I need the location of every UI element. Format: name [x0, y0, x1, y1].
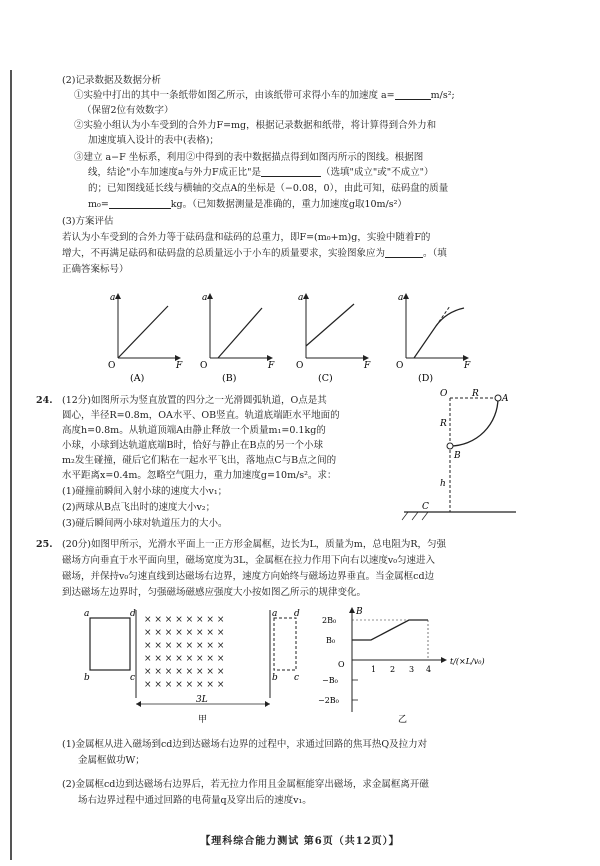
- section3-text-end: 。（填: [423, 248, 447, 259]
- item3-m0-label: m₀=: [88, 199, 109, 210]
- item3-line4: [88, 198, 407, 211]
- section3-text: 增大，不再满足砝码和砝码盘的总质量远小于小车的质量要求，实验图象应为: [62, 248, 386, 259]
- item1-text: ①实验中打出的其中一条纸带如图乙所示，由该纸带可求得小车的加速度 a=: [74, 90, 395, 101]
- svg-text:× × × × × × × ×: × × × × × × × ×: [144, 680, 225, 690]
- graph-c-x-label: F: [364, 361, 371, 371]
- q25-yi-b-curve: [352, 620, 428, 640]
- graph-c-y-label: a: [298, 293, 304, 303]
- svg-text:× × × × × × × ×: × × × × × × × ×: [144, 654, 225, 664]
- q24-line8: (2)两球从B点飞出时的速度大小v₂；: [62, 502, 216, 513]
- answer-blank-acceleration[interactable]: [395, 89, 431, 100]
- section2-heading: (2)记录数据及数据分析: [62, 75, 161, 86]
- graph-d-y-label: a: [398, 293, 404, 303]
- q24-label-o: O: [440, 389, 448, 399]
- page-left-border: [10, 70, 12, 860]
- q25-yi-x-tick-1: 1: [371, 665, 377, 674]
- item1-unit: m/s²;: [430, 90, 455, 101]
- q25-line4: 到达磁场左边界时，匀强磁场磁感应强度大小按如图乙所示的规律变化。: [62, 587, 367, 598]
- graph-b: [200, 293, 275, 384]
- graph-b-x-label: F: [268, 361, 275, 371]
- item2-line1: ②实验小组认为小车受到的合外力F=mg，根据记录数据和纸带，将计算得到合外力和: [74, 120, 437, 131]
- q25-figure-jia: [84, 604, 304, 728]
- item2-line2: 加速度填入设计的表中(表格)；: [88, 135, 219, 146]
- graph-c-line: [306, 304, 354, 346]
- q25-width-label: 3L: [196, 695, 208, 705]
- q25-yi-tick-b0: B₀: [326, 636, 336, 645]
- q25-metal-frame-left: [90, 618, 130, 670]
- graph-a-origin: O: [108, 361, 116, 371]
- q24-line7: (1)碰撞前瞬间入射小球的速度大小v₁；: [62, 486, 228, 497]
- q25-yi-x-tick-2: 2: [390, 665, 396, 674]
- graph-d-x-label: F: [464, 361, 471, 371]
- q25-yi-caption: 乙: [398, 715, 408, 725]
- q24-ball-b: [447, 443, 453, 449]
- q25-jia-label-b1: b: [84, 673, 90, 683]
- graph-a: [108, 293, 183, 384]
- graph-b-line: [218, 308, 262, 358]
- page-footer: 【理科综合能力测试 第6页（共12页）】: [200, 836, 400, 847]
- q25-sub2-line2: 场右边界过程中通过回路的电荷量q及穿出后的速度v₁。: [78, 795, 312, 806]
- q25-jia-label-c1: c: [130, 673, 136, 683]
- graph-b-caption: (B): [222, 373, 237, 384]
- q25-jia-label-d1: d: [130, 609, 136, 619]
- q25-jia-label-b2: b: [272, 673, 278, 683]
- q24-line4: 小球，小球到达轨道底端B时，恰好与静止在B点的另一个小球: [62, 440, 323, 451]
- q25-yi-tick-neg-b0: −B₀: [322, 676, 338, 685]
- q25-jia-label-d2: d: [294, 609, 300, 619]
- q25-metal-frame-right-dashed: [274, 618, 296, 670]
- graph-b-y-label: a: [202, 293, 208, 303]
- q24-line6: 水平距离x=0.4m。忽略空气阻力，重力加速度g=10m/s²。求：: [62, 470, 337, 481]
- graph-c: [296, 293, 371, 384]
- graph-a-y-label: a: [110, 293, 116, 303]
- q25-jia-label-c2: c: [294, 673, 300, 683]
- q25-number: 25.: [36, 539, 53, 550]
- item3-text-b: （选填"成立"或"不成立"）: [321, 167, 434, 178]
- q25-jia-caption: 甲: [198, 715, 208, 725]
- q25-jia-label-a2: a: [272, 609, 278, 619]
- svg-text:× × × × × × × ×: × × × × × × × ×: [144, 628, 225, 638]
- graph-c-origin: O: [296, 361, 304, 371]
- q24-label-b: B: [454, 451, 461, 461]
- item1-line1: [74, 89, 455, 102]
- option-graphs: [100, 288, 480, 386]
- item3-line2: [88, 166, 433, 179]
- q25-yi-tick-o: O: [338, 660, 345, 669]
- q25-line3: 磁场，并保持v₀匀速直线到达磁场右边界，速度方向始终与磁场边界垂直。当金属框cd边: [62, 571, 435, 582]
- section3-line3: 正确答案标号）: [62, 264, 129, 275]
- q25-sub2-line1: (2)金属框cd边到达磁场右边界后，若无拉力作用且金属框能穿出磁场，求金属框离开磁: [62, 779, 429, 790]
- graph-d-origin: O: [396, 361, 404, 371]
- q25-sub1-line1: (1)金属框从进入磁场到cd边到达磁场右边界的过程中，求通过回路的焦耳热Q及拉力对: [62, 739, 428, 750]
- svg-text:× × × × × × × ×: × × × × × × × ×: [144, 641, 225, 651]
- answer-blank-mass[interactable]: [109, 198, 171, 209]
- q25-yi-x-unit: t/(×L/v₀): [450, 657, 485, 666]
- q25-yi-tick-2b0: 2B₀: [322, 616, 337, 625]
- section3-heading: (3)方案评估: [62, 216, 114, 227]
- graph-c-caption: (C): [318, 373, 333, 384]
- q25-jia-label-a1: a: [84, 609, 90, 619]
- answer-blank-graph[interactable]: [385, 247, 423, 258]
- graph-d: [396, 293, 471, 384]
- section3-line2: [62, 247, 447, 260]
- svg-text:× × × × × × × ×: × × × × × × × ×: [144, 667, 225, 677]
- q24-line1: (12分)如图所示为竖直放置的四分之一光滑圆弧轨道，O点是其: [62, 395, 327, 406]
- q25-line2: 磁场方向垂直于水平面向里，磁场宽度为3L，金属框在拉力作用下向右以速度v₀匀速进入: [62, 555, 436, 566]
- graph-d-curve: [414, 308, 464, 358]
- q25-sub1-line2: 金属框做功W；: [78, 755, 145, 766]
- q25-yi-tick-neg-2b0: −2B₀: [318, 696, 339, 705]
- item1-line2: （保留2位有效数字）: [82, 105, 174, 116]
- item3-line1: ③建立 a−F 坐标系，利用②中得到的表中数据描点得到如图丙所示的图线。根据图: [74, 152, 424, 163]
- q24-line2: 圆心，半径R=0.8m，OA水平、OB竖直。轨道底端距水平地面的: [62, 410, 340, 421]
- q24-figure: [400, 388, 520, 528]
- q24-label-a: A: [502, 394, 509, 404]
- q25-yi-x-tick-4: 4: [426, 665, 432, 674]
- item3-text-c: kg。（已知数据测量是准确的，重力加速度g取10m/s²）: [170, 199, 407, 210]
- q25-field-crosses: [144, 615, 224, 690]
- q25-line1: (20分)如图甲所示，光滑水平面上一正方形金属框，边长为L，质量为m，总电阻为R，匀强: [62, 539, 446, 550]
- q24-arc-track: [450, 398, 498, 446]
- q24-line5: m₂发生碰撞，碰后它们粘在一起水平飞出，落地点C与B点之间的: [62, 455, 337, 466]
- q24-label-h: h: [440, 479, 446, 489]
- answer-blank-conclusion[interactable]: [261, 166, 321, 177]
- section3-line1: 若认为小车受到的合外力等于砝码盘和砝码的总重力，即F=(m₀+m)g，实验中随着F的: [62, 232, 431, 243]
- q24-line9: (3)碰后瞬间两小球对轨道压力的大小。: [62, 518, 228, 529]
- q25-yi-y-label: B: [356, 607, 363, 617]
- q25-figure-yi: [318, 604, 528, 728]
- item3-line3: 的；已知图线延长线与横轴的交点A的坐标是（−0.08，0），由此可知，砝码盘的质量: [88, 183, 449, 194]
- item3-text-a: 线，结论"小车加速度a与外力F成正比"是: [88, 167, 261, 178]
- q24-label-r-top: R: [472, 389, 479, 399]
- q24-line3: 高度h=0.8m。从轨道顶端A由静止释放一个质量m₁=0.1kg的: [62, 425, 326, 436]
- graph-d-caption: (D): [418, 373, 434, 384]
- svg-text:× × × × × × × ×: × × × × × × × ×: [144, 615, 225, 625]
- q24-number: 24.: [36, 395, 53, 406]
- q24-ball-a: [495, 395, 501, 401]
- graph-a-caption: (A): [130, 373, 145, 384]
- q24-label-r-side: R: [440, 419, 447, 429]
- graph-b-origin: O: [200, 361, 208, 371]
- q24-label-c: C: [422, 502, 429, 512]
- q25-yi-x-tick-3: 3: [409, 665, 415, 674]
- graph-a-x-label: F: [176, 361, 183, 371]
- graph-a-line: [118, 306, 168, 358]
